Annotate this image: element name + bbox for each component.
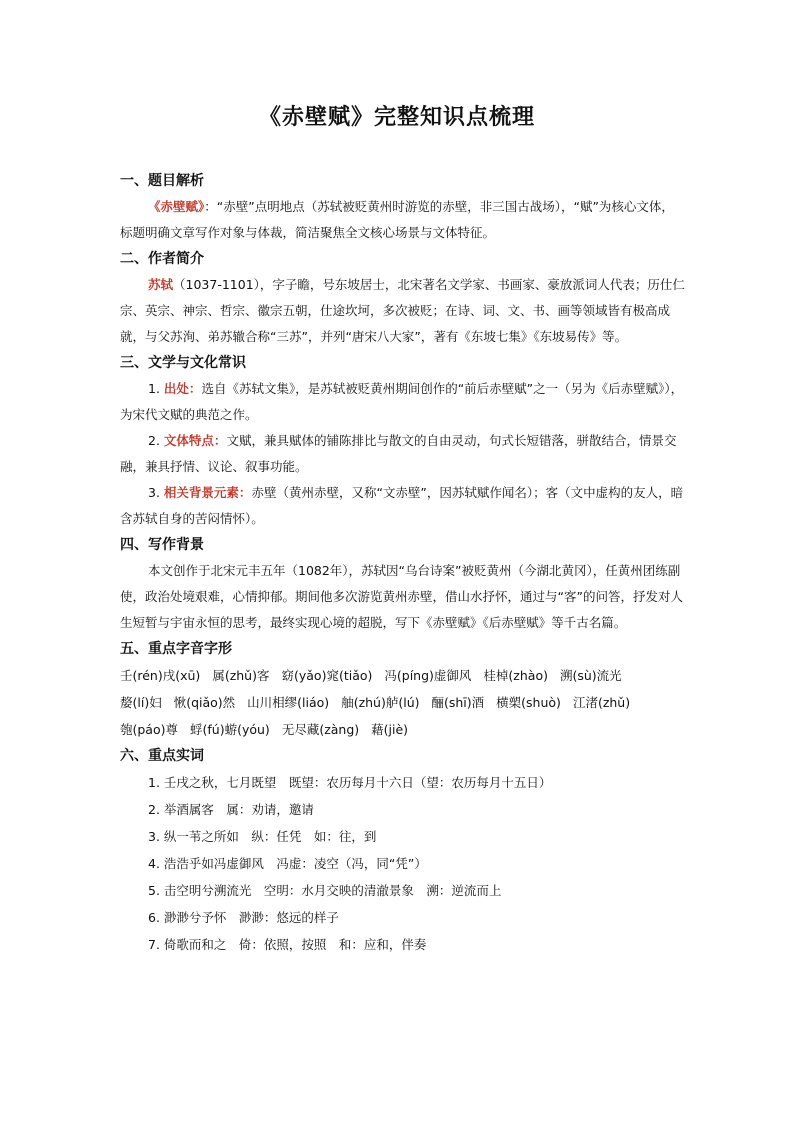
item-number: 2. (148, 433, 160, 448)
pronunciation-entry: 冯(píng)虚御风 (384, 668, 472, 683)
section-heading-3: 三、文学与文化常识 (120, 355, 246, 371)
pronunciation-entry: 山川相缪(liáo) (247, 695, 330, 710)
section-heading-5: 五、重点字音字形 (120, 641, 232, 657)
section-2-text: （1037-1101），字子瞻，号东坡居士，北宋著名文学家、书画家、豪放派词人代表；历仕仁宗、英宗、神宗、哲宗、徽宗五朝，仕途坎坷，多次被贬；在诗、词、文、书、画等领域皆有极高成就，与父苏洵、弟苏辙合称“三苏”，并列“唐宋八大家”，著有《东坡七集》《东坡易传》等。 (120, 277, 685, 344)
pronunciation-entry: 蜉(fú)蝣(yóu) (190, 722, 270, 737)
section-heading-6: 六、重点实词 (120, 748, 204, 764)
item-label: 出处： (163, 381, 202, 396)
item-number: 1. (148, 381, 160, 396)
key-word-item: 3. 纵一苇之所如 纵：任凭 如：往，到 (148, 829, 377, 844)
pronunciation-entry: 藉(jiè) (371, 722, 409, 737)
section-3-item (120, 376, 685, 428)
key-word-item: 1. 壬戌之秋，七月既望 既望：农历每月十六日（望：农历每月十五日） (148, 775, 552, 790)
item-label: 相关背景元素： (163, 485, 252, 500)
pronunciation-entry: 属(zhǔ)客 (212, 668, 270, 683)
pronunciation-entry: 窈(yǎo)窕(tiǎo) (281, 668, 373, 683)
key-word-item: 6. 渺渺兮予怀 渺渺：悠远的样子 (148, 910, 339, 925)
section-3-item (120, 480, 685, 532)
section-1-text: ：“赤壁”点明地点（苏轼被贬黄州时游览的赤壁，非三国古战场），“赋”为核心文体，标题明确文章写作对象与体裁，简洁聚焦全文核心场景与文体特征。 (120, 199, 674, 240)
item-label: 文体特点： (163, 433, 227, 448)
item-number: 3. (148, 485, 160, 500)
section-heading-1: 一、题目解析 (120, 173, 204, 189)
pronunciation-entry: 江渚(zhǔ) (572, 695, 631, 710)
pronunciation-entry: 愀(qiǎo)然 (173, 695, 236, 710)
section-1-paragraph (120, 194, 685, 246)
document-body (120, 168, 685, 958)
pronunciation-entry: 无尽藏(zàng) (281, 722, 360, 737)
pronunciation-entry: 匏(páo)尊 (120, 722, 178, 737)
section-heading-2: 二、作者简介 (120, 251, 204, 267)
section-3-item (120, 428, 685, 480)
section-2-label: 苏轼 (148, 277, 174, 292)
pronunciation-entry: 舳(zhú)舻(lú) (341, 695, 420, 710)
section-1-label: 《赤壁赋》 (148, 199, 205, 214)
pronunciation-list (120, 662, 685, 743)
item-text: 选自《苏轼文集》，是苏轼被贬黄州期间创作的“前后赤壁赋”之一（另为《后赤壁赋》），为宋代文赋的典范之作。 (120, 381, 684, 422)
item-text: 赤壁（黄州赤壁，又称“文赤壁”，因苏轼赋作闻名）；客（文中虚构的友人，暗含苏轼自身的苦闷情怀）。 (120, 485, 684, 526)
section-4-paragraph: 本文创作于北宋元丰五年（1082年），苏轼因“乌台诗案”被贬黄州（今湖北黄冈），任黄州团练副使，政治处境艰难，心情抑郁。期间他多次游览黄州赤壁，借山水抒怀，通过与“客”的问答，抒发对人生短暂与宇宙永恒的思考，最终实现心境的超脱，写下《赤壁赋》《后赤壁赋》等千古名篇。 (120, 563, 683, 630)
item-text: 文赋，兼具赋体的铺陈排比与散文的自由灵动，句式长短错落，骈散结合，情景交融，兼具抒情、议论、叙事功能。 (120, 433, 677, 474)
key-word-item: 2. 举酒属客 属：劝请，邀请 (148, 802, 314, 817)
pronunciation-entry: 溯(sù)流光 (559, 668, 622, 683)
key-word-item: 7. 倚歌而和之 倚：依照，按照 和：应和，伴奏 (148, 937, 427, 952)
pronunciation-entry: 桂棹(zhào) (483, 668, 548, 683)
pronunciation-entry: 嫠(lí)妇 (120, 695, 162, 710)
key-word-item: 5. 击空明兮溯流光 空明：水月交映的清澈景象 溯：逆流而上 (148, 883, 502, 898)
page-title: 《赤壁赋》完整知识点梳理 (258, 105, 535, 130)
pronunciation-entry: 酾(shī)酒 (431, 695, 485, 710)
key-word-item: 4. 浩浩乎如冯虚御风 冯虚：凌空（冯，同“凭”） (148, 856, 427, 871)
section-2-paragraph (120, 272, 685, 350)
pronunciation-entry: 壬(rén)戌(xū) (120, 668, 201, 683)
section-heading-4: 四、写作背景 (120, 537, 204, 553)
pronunciation-entry: 横槊(shuò) (496, 695, 561, 710)
